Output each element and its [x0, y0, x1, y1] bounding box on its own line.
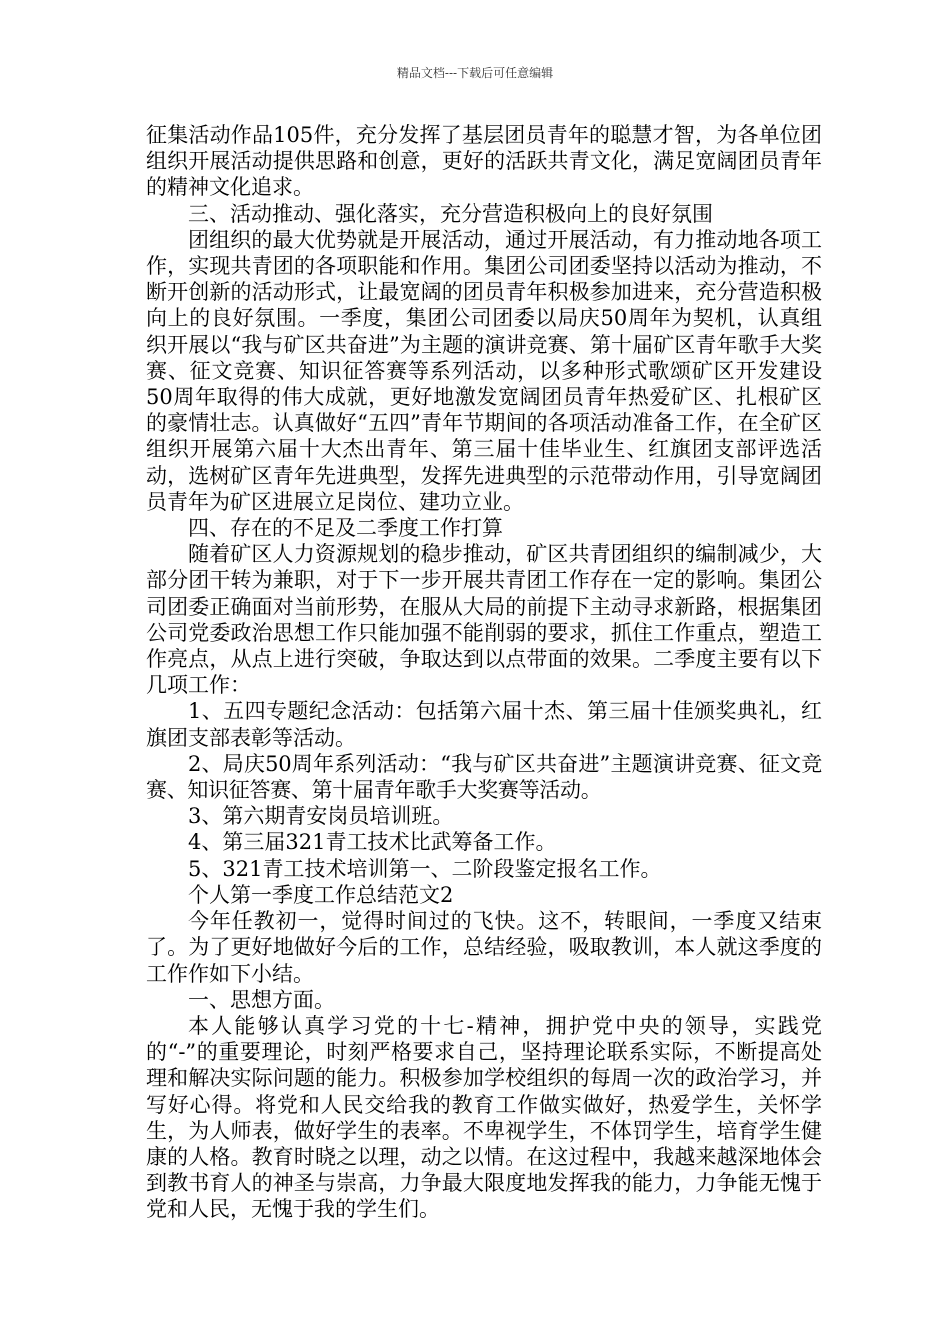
article-title-2: 个人第一季度工作总结范文2	[188, 882, 454, 907]
section-heading-thought: 一、思想方面。	[188, 987, 335, 1012]
page-header: 精品文档---下载后可任意编辑	[396, 66, 554, 80]
paragraph-intro: 今年任教初一，觉得时间过的飞快。这不，转眼间，一季度又结束了。为了更好地做好今后的工作，总结经验，吸取教训，本人就这季度的工作作如下小结。	[146, 909, 822, 986]
list-item-2: 2、局庆50周年系列活动：“我与矿区共奋进”主题演讲竞赛、征文竞赛、知识征答赛、第十届青年歌手大奖赛等活动。	[146, 751, 822, 803]
document-body	[146, 122, 822, 1223]
paragraph-1: 征集活动作品105件，充分发挥了基层团员青年的聪慧才智，为各单位团组织开展活动提供思路和创意，更好的活跃共青文化，满足宽阔团员青年的精神文化追求。	[146, 123, 822, 200]
paragraph-shortcomings: 随着矿区人力资源规划的稳步推动，矿区共青团组织的编制减少，大部分团干转为兼职，对于下一步开展共青团工作存在一定的影响。集团公司团委正确面对当前形势，在服从大局的前提下主动寻求新路，根据集团公司党委政治思想工作只能加强不能削弱的要求，抓住工作重点，塑造工作亮点，从点上进行突破，争取达到以点带面的效果。二季度主要有以下几项工作：	[146, 542, 822, 698]
list-item-3: 3、第六期青安岗员培训班。	[188, 804, 454, 829]
list-item-1: 1、五四专题纪念活动：包括第六届十杰、第三届十佳颁奖典礼，红旗团支部表彰等活动。	[146, 699, 822, 750]
paragraph-thought: 本人能够认真学习党的十七-精神，拥护党中央的领导，实践党的“-”的重要理论，时刻严格要求自己，坚持理论联系实际，不断提高处理和解决实际问题的能力。积极参加学校组织的每周一次的政治学习，并写好心得。将党和人民交给我的教育工作做实做好，热爱学生，关怀学生，为人师表，做好学生的表率。不卑视学生，不体罚学生，培育学生健康的人格。教育时晓之以理，动之以情。在这过程中，我越来越深地体会到教书育人的神圣与崇高，力争最大限度地发挥我的能力，力争能无愧于党和人民，无愧于我的学生们。	[146, 1013, 822, 1222]
list-item-5: 5、321青工技术培训第一、二阶段鉴定报名工作。	[188, 856, 662, 881]
section-heading-3: 三、活动推动、强化落实，充分营造积极向上的良好氛围	[188, 201, 713, 226]
section-heading-4: 四、存在的不足及二季度工作打算	[188, 516, 503, 541]
list-item-4: 4、第三届321青工技术比武筹备工作。	[188, 830, 557, 855]
paragraph-activities: 团组织的最大优势就是开展活动，通过开展活动，有力推动地各项工作，实现共青团的各项职能和作用。集团公司团委坚持以活动为推动，不断开创新的活动形式，让最宽阔的团员青年积极参加进来，充分营造积极向上的良好氛围。一季度，集团公司团委以局庆50周年为契机，认真组织开展以“我与矿区共奋进”为主题的演讲竞赛、第十届矿区青年歌手大奖赛、征文竞赛、知识征答赛等系列活动，以多种形式歌颂矿区开发建设50周年取得的伟大成就，更好地激发宽阔团员青年热爱矿区、扎根矿区的豪情壮志。认真做好“五四”青年节期间的各项活动准备工作，在全矿区组织开展第六届十大杰出青年、第三届十佳毕业生、红旗团支部评选活动，选树矿区青年先进典型，发挥先进典型的示范带动作用，引导宽阔团员青年为矿区进展立足岗位、建功立业。	[146, 227, 822, 514]
